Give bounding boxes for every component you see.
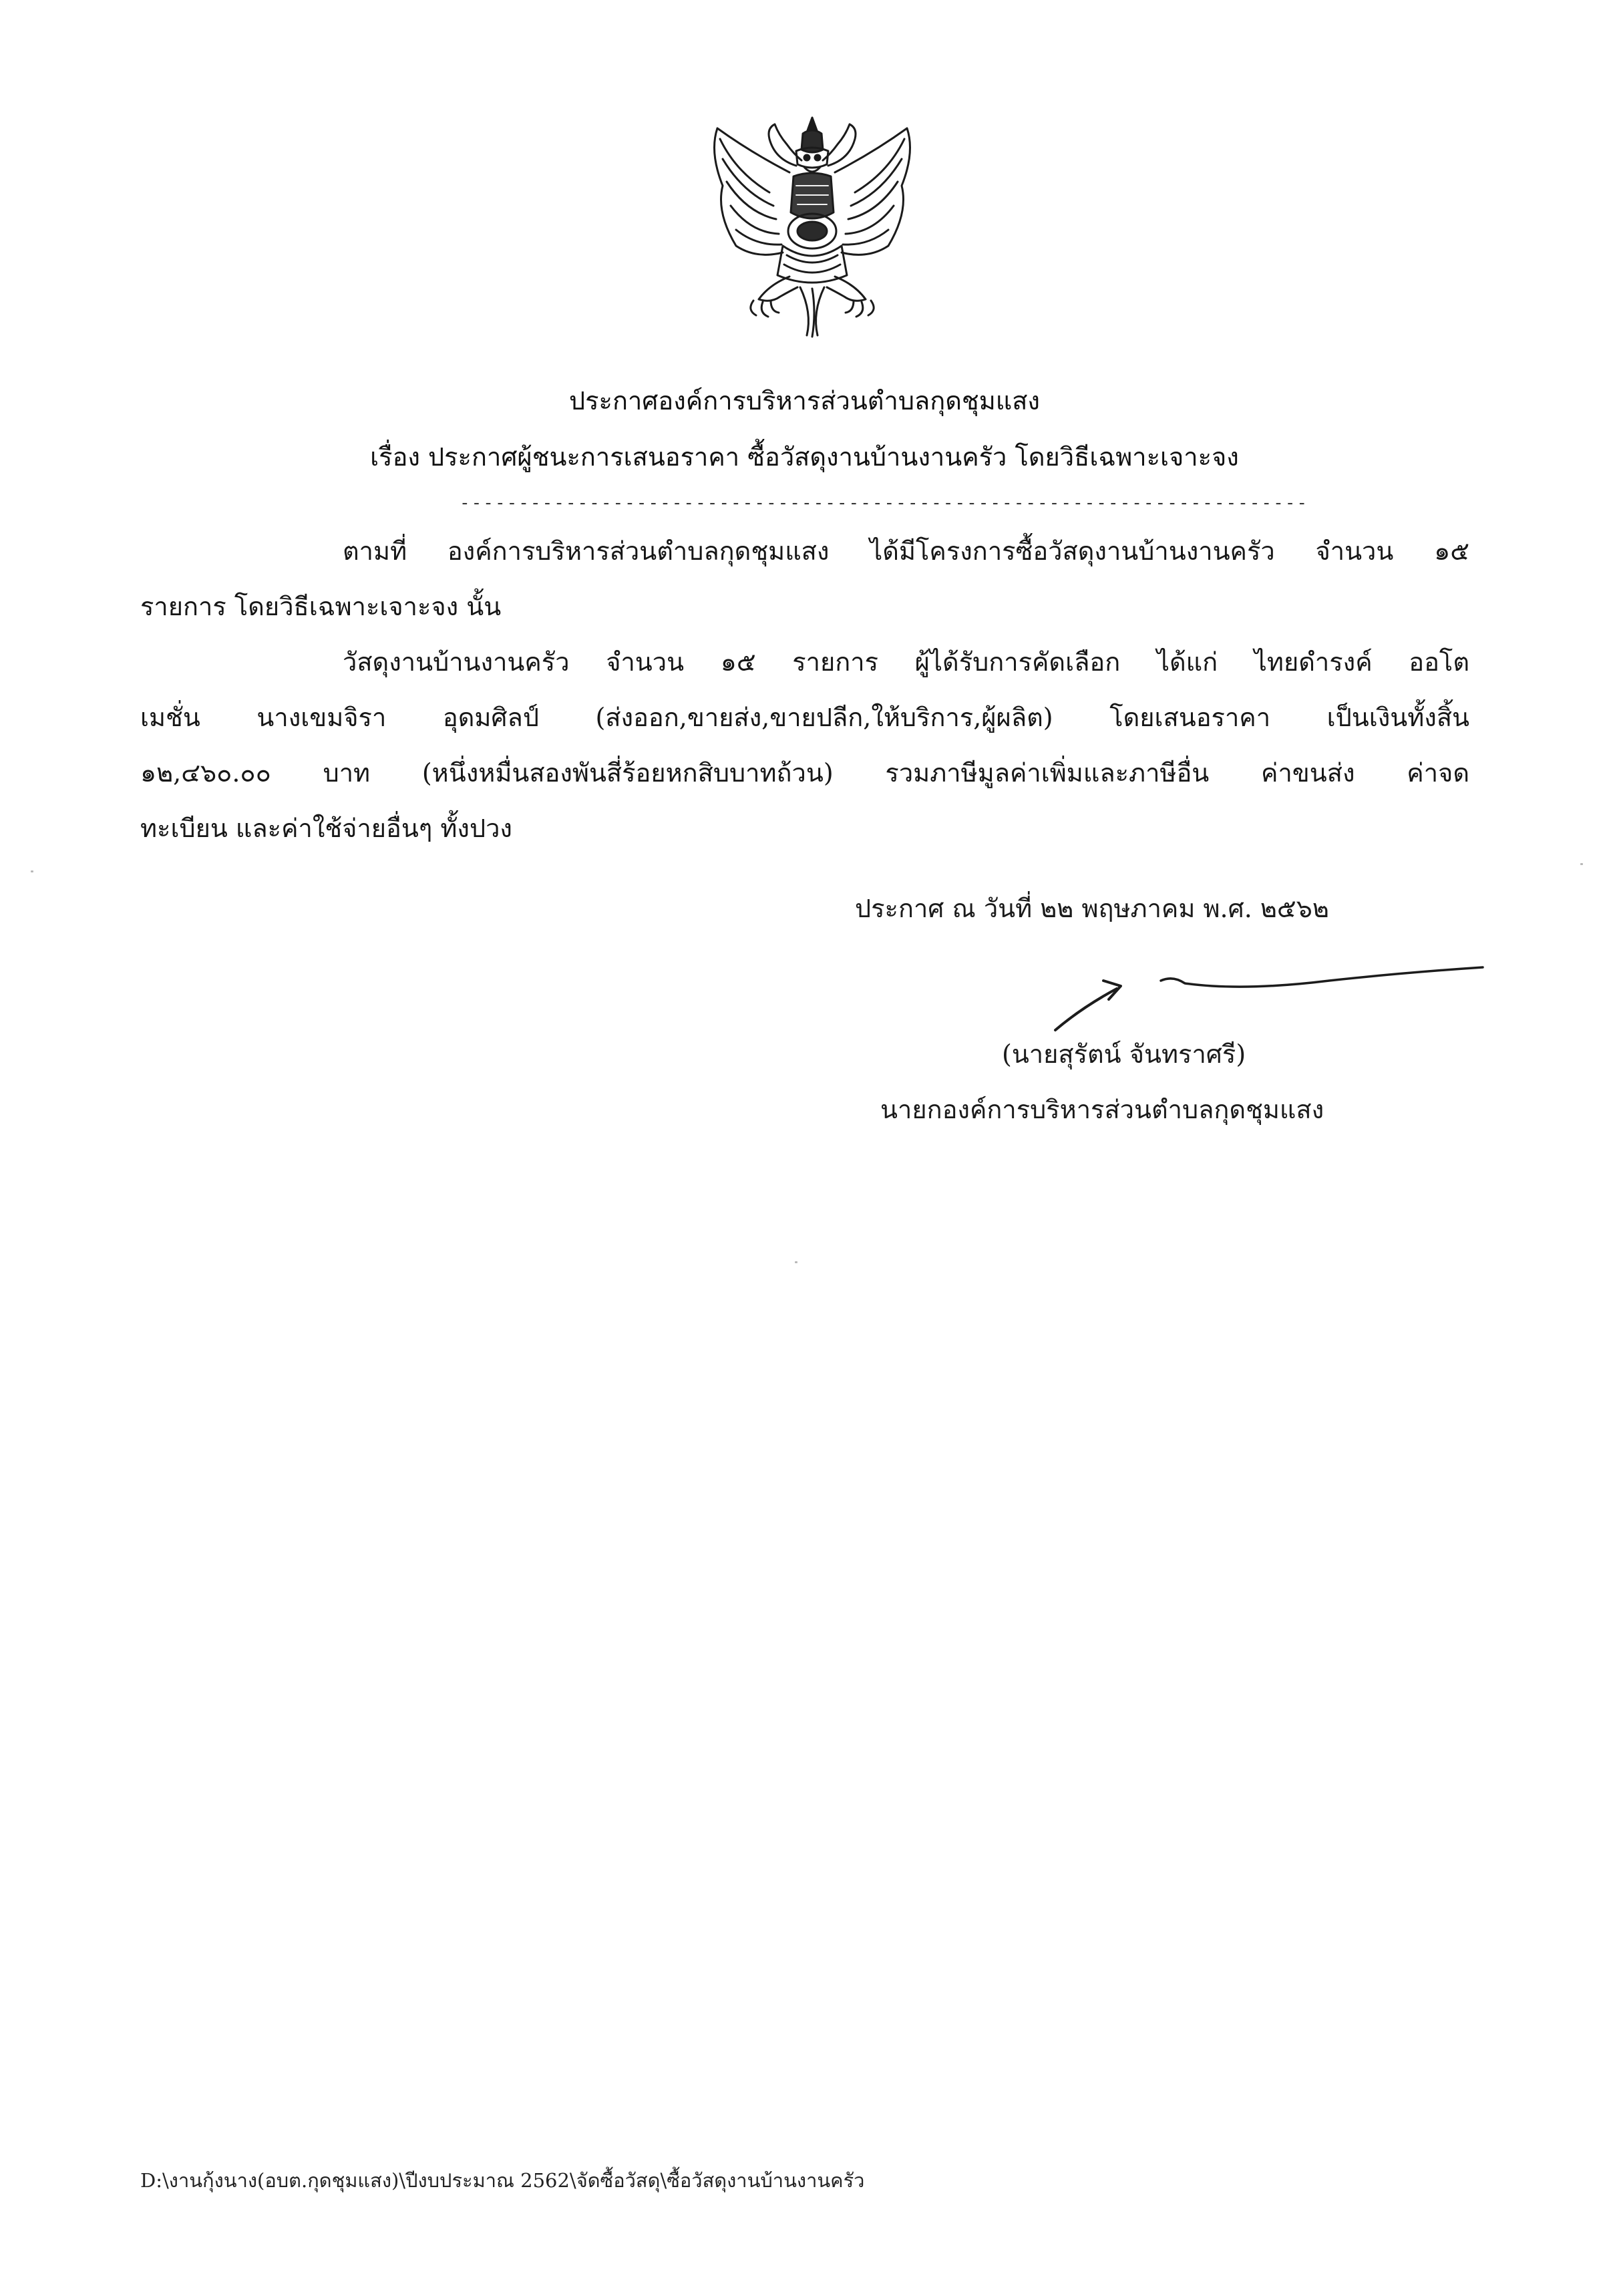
scan-speck [795,1261,797,1263]
scan-speck [31,870,33,872]
paragraph-1-line-2: รายการ โดยวิธีเฉพาะเจาะจง นั้น [140,592,502,621]
paragraph-2-line-1: วัสดุงานบ้านงานครัว จำนวน ๑๕ รายการ ผู้ได้รับการคัดเลือก ได้แก่ ไทยดำรงค์ ออโต [343,647,1469,677]
handwritten-signature-icon [1042,961,1496,1041]
paragraph-2-line-3: ๑๒,๔๖๐.๐๐ บาท (หนึ่งหมื่นสองพันสี่ร้อยหกสิบบาทถ้วน) รวมภาษีมูลค่าเพิ่มและภาษีอื่น ค่าขนส่ง ค่าจด [140,758,1469,788]
paragraph-2-line-2: เมชั่น นางเขมจิรา อุดมศิลป์ (ส่งออก,ขายส่ง,ขายปลีก,ให้บริการ,ผู้ผลิต) โดยเสนอราคา เป็นเงินทั้งสิ้น [140,703,1469,732]
announcement-date: ประกาศ ณ วันที่ ๒๒ พฤษภาคม พ.ศ. ๒๕๖๒ [855,894,1329,923]
announcement-subject: เรื่อง ประกาศผู้ชนะการเสนอราคา ซื้อวัสดุงานบ้านงานครัว โดยวิธีเฉพาะเจาะจง [370,442,1239,472]
announcement-title: ประกาศองค์การบริหารส่วนตำบลกุดชุมแสง [569,386,1040,416]
paragraph-2-line-4: ทะเบียน และค่าใช้จ่ายอื่นๆ ทั้งปวง [140,814,512,843]
garuda-emblem-icon [689,112,935,341]
file-path-footer: D:\งานกุ้งนาง(อบต.กุดชุมแสง)\ปีงบประมาณ 2562\จัดซื้อวัสดุ\ซื้อวัสดุงานบ้านงานครัว [140,2169,865,2192]
signer-position: นายกองค์การบริหารส่วนตำบลกุดชุมแสง [880,1095,1324,1124]
scan-speck [1580,863,1583,865]
title-divider: ------------------------------------------------------------------------ [460,493,1309,513]
paragraph-1-line-1: ตามที่ องค์การบริหารส่วนตำบลกุดชุมแสง ได้มีโครงการซื้อวัสดุงานบ้านงานครัว จำนวน ๑๕ [343,536,1469,566]
signer-name: (นายสุรัตน์ จันทราศรี) [1002,1039,1246,1069]
